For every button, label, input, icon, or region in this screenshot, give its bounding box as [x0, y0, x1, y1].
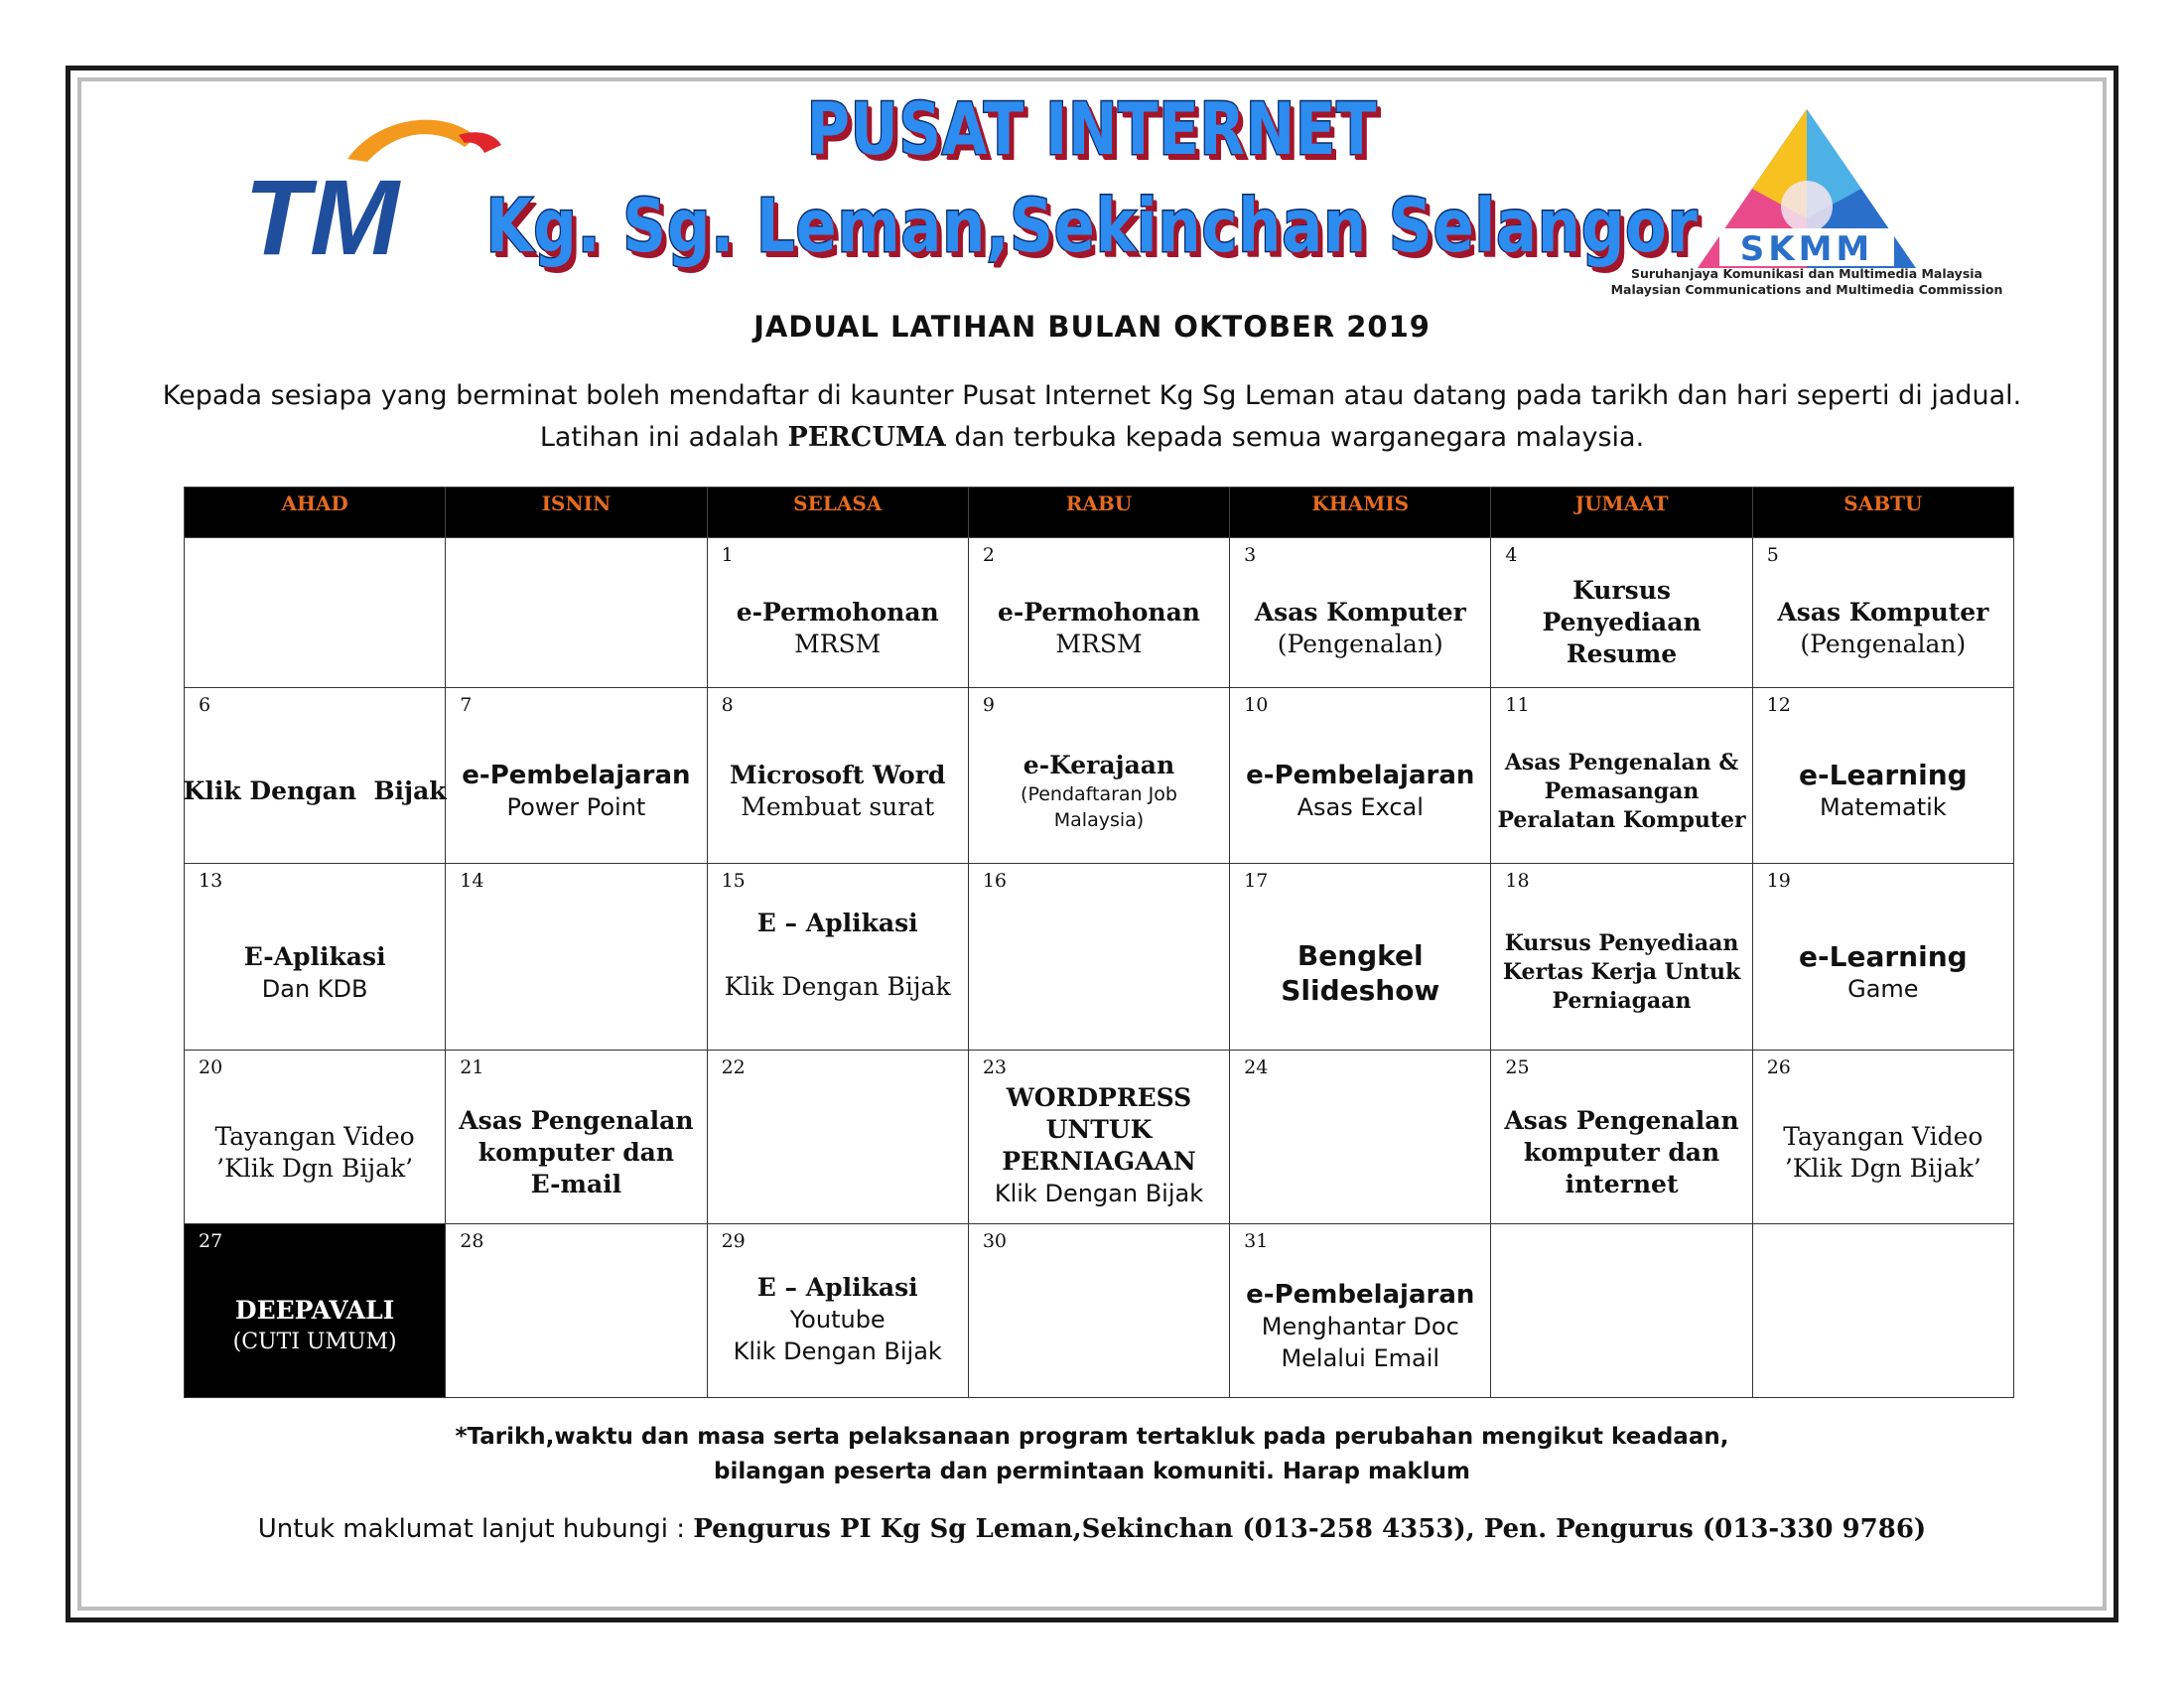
day-number: 22	[721, 1056, 746, 1078]
calendar-cell	[1752, 688, 2013, 864]
calendar-week	[185, 538, 2014, 688]
day-number: 27	[199, 1230, 223, 1252]
calendar-cell	[1752, 538, 2013, 688]
event-detail: Asas Excal	[1297, 793, 1424, 821]
event-detail: Melalui Email	[1281, 1344, 1440, 1372]
skmm-name-en: Malaysian Communications and Multimedia Commission	[1610, 282, 2003, 297]
event-title: PERNIAGAAN	[1002, 1147, 1196, 1176]
event-title: Asas Komputer	[1777, 598, 1989, 627]
day-number: 31	[1244, 1230, 1269, 1252]
day-header: KHAMIS	[1230, 488, 1491, 538]
calendar-cell	[707, 1224, 968, 1398]
calendar-week	[185, 1051, 2014, 1224]
calendar-cell	[446, 864, 707, 1051]
calendar-cell	[1230, 1051, 1491, 1224]
day-number: 15	[721, 870, 746, 892]
intro-line-1: Kepada sesiapa yang berminat boleh mendaftar di kaunter Pusat Internet Kg Sg Leman atau datang pada tarikh dan hari seperti di jadual.	[162, 380, 2022, 411]
calendar-cell	[707, 688, 968, 864]
event-title: e-Permohonan	[997, 598, 1200, 627]
calendar-cell	[1752, 864, 2013, 1051]
intro-text	[0, 375, 2184, 459]
calendar-cell	[1230, 538, 1491, 688]
event-title: Perniagaan	[1552, 988, 1692, 1014]
day-number: 30	[982, 1230, 1008, 1252]
day-number: 24	[1244, 1056, 1269, 1078]
calendar-cell	[185, 688, 446, 864]
disclaimer-note	[0, 1420, 2184, 1489]
event-title: Klik Dengan Bijak	[183, 776, 447, 805]
calendar-cell	[1491, 864, 1752, 1051]
day-header: SELASA	[707, 488, 968, 538]
intro-line-2: Latihan ini adalah PERCUMA dan terbuka kepada semua warganegara malaysia.	[539, 422, 1645, 453]
event-title: Asas Pengenalan &	[1504, 749, 1739, 775]
event-title: Microsoft Word	[730, 761, 946, 789]
holiday-note: (CUTI UMUM)	[232, 1330, 397, 1354]
calendar-cell	[707, 1051, 968, 1224]
day-header: AHAD	[185, 488, 446, 538]
event-detail: (Pendaftaran Job	[1021, 783, 1177, 805]
calendar-cell-empty	[1491, 1224, 1752, 1398]
event-detail: (Pengenalan)	[1800, 630, 1967, 658]
calendar-cell	[446, 1051, 707, 1224]
calendar-cell	[968, 538, 1229, 688]
contact-details: Pengurus PI Kg Sg Leman,Sekinchan (013-258 4353), Pen. Pengurus (013-330 9786)	[693, 1514, 1927, 1544]
event-title: Asas Pengenalan	[459, 1106, 694, 1135]
event-title: E – Aplikasi	[756, 909, 918, 937]
day-number: 2	[982, 544, 995, 566]
day-number: 6	[199, 694, 211, 716]
event-title: Peralatan Komputer	[1497, 806, 1746, 833]
skmm-name-ms: Suruhanjaya Komunikasi dan Multimedia Malaysia	[1630, 266, 1982, 281]
event-title: Kursus Penyediaan	[1504, 930, 1739, 956]
day-number: 3	[1244, 544, 1257, 566]
calendar-week	[185, 864, 2014, 1051]
note-line-2: bilangan peserta dan permintaan komuniti. Harap maklum	[714, 1459, 1470, 1484]
day-header: JUMAAT	[1491, 488, 1752, 538]
day-number: 18	[1505, 870, 1530, 892]
day-number: 12	[1766, 694, 1791, 716]
event-title: Bengkel	[1297, 938, 1424, 972]
event-detail: Klik Dengan Bijak	[733, 1337, 942, 1365]
day-number: 11	[1505, 694, 1530, 716]
calendar-cell	[1491, 538, 1752, 688]
event-title: internet	[1565, 1170, 1679, 1198]
calendar-header-row	[185, 488, 2014, 538]
day-number: 10	[1244, 694, 1269, 716]
day-number: 23	[982, 1056, 1008, 1078]
title-line-2: Kg. Sg. Leman,Sekinchan Selangor	[485, 184, 1699, 269]
event-title: e-Learning	[1799, 939, 1968, 973]
event-detail: Menghantar Doc	[1261, 1313, 1459, 1340]
calendar-cell	[185, 864, 446, 1051]
calendar-cell-empty	[1752, 1224, 2013, 1398]
skmm-caption	[1559, 266, 2055, 298]
event-title: e-Learning	[1799, 759, 1968, 791]
event-title: Asas Pengenalan	[1504, 1106, 1739, 1135]
event-title: UNTUK	[1045, 1115, 1153, 1144]
event-detail: Klik Dengan Bijak	[994, 1180, 1204, 1207]
calendar-cell	[707, 538, 968, 688]
calendar-cell	[1230, 1224, 1491, 1398]
event-detail: MRSM	[1055, 630, 1143, 658]
event-title: Kursus	[1572, 576, 1671, 605]
calendar-cell	[968, 864, 1229, 1051]
schedule-title: JADUAL LATIHAN BULAN OKTOBER 2019	[753, 310, 1431, 344]
holiday-title: DEEPAVALI	[234, 1296, 395, 1325]
day-number: 17	[1244, 870, 1269, 892]
event-title: komputer dan	[1523, 1138, 1720, 1167]
event-title: E-mail	[530, 1170, 622, 1198]
day-number: 21	[460, 1056, 484, 1078]
day-number: 29	[721, 1230, 746, 1252]
note-line-1: *Tarikh,waktu dan masa serta pelaksanaan program tertakluk pada perubahan mengikut keadaan,	[455, 1424, 1729, 1450]
calendar-cell-holiday	[185, 1224, 446, 1398]
event-title: Kertas Kerja Untuk	[1502, 959, 1741, 985]
event-title: e-Permohonan	[736, 598, 939, 627]
event-detail: Game	[1847, 974, 1919, 1003]
calendar-cell	[707, 864, 968, 1051]
calendar-cell	[1491, 1051, 1752, 1224]
calendar-cell-empty	[185, 538, 446, 688]
event-title: e-Pembelajaran	[462, 761, 691, 790]
day-number: 20	[199, 1056, 223, 1078]
intro-free-emphasis: PERCUMA	[787, 422, 946, 453]
event-title: e-Pembelajaran	[1246, 1280, 1475, 1310]
day-header: ISNIN	[446, 488, 707, 538]
event-title: E-Aplikasi	[243, 941, 386, 971]
calendar-cell	[1230, 864, 1491, 1051]
calendar-cell	[968, 688, 1229, 864]
day-number: 5	[1766, 544, 1779, 566]
event-title: Penyediaan	[1542, 608, 1702, 636]
day-number: 1	[721, 544, 734, 566]
skmm-logo-text: SKMM	[1739, 229, 1874, 269]
day-number: 26	[1766, 1056, 1791, 1078]
event-detail: ’Klik Dgn Bijak’	[1784, 1154, 1981, 1183]
event-title: Tayangan Video	[1783, 1122, 1983, 1151]
day-number: 28	[460, 1230, 484, 1252]
event-title: e-Pembelajaran	[1246, 761, 1475, 790]
calendar-cell	[968, 1051, 1229, 1224]
calendar-cell	[1752, 1051, 2013, 1224]
contact-info	[0, 1514, 2184, 1544]
calendar-cell	[185, 1051, 446, 1224]
title-line-1: PUSAT INTERNET	[806, 87, 1378, 171]
day-header: RABU	[968, 488, 1229, 538]
event-title: Slideshow	[1281, 973, 1440, 1007]
event-title: E – Aplikasi	[756, 1273, 918, 1302]
calendar-cell	[446, 1224, 707, 1398]
day-number: 8	[721, 694, 734, 716]
tm-logo-text: TM	[244, 157, 399, 266]
day-number: 14	[460, 870, 484, 892]
day-number: 19	[1766, 870, 1791, 892]
calendar-table	[184, 487, 2014, 1398]
calendar-week	[185, 688, 2014, 864]
event-title: Resume	[1566, 639, 1678, 668]
event-detail: (Pengenalan)	[1277, 630, 1443, 658]
event-detail: Dan KDB	[261, 974, 368, 1003]
event-detail: Matematik	[1820, 793, 1947, 821]
event-detail: ’Klik Dgn Bijak’	[216, 1154, 414, 1183]
day-number: 4	[1505, 544, 1518, 566]
event-detail: Malaysia)	[1053, 809, 1145, 831]
event-title: Tayangan Video	[214, 1122, 415, 1151]
event-title: WORDPRESS	[1006, 1083, 1192, 1112]
event-detail: MRSM	[794, 630, 882, 658]
calendar-cell-empty	[446, 538, 707, 688]
event-title: komputer dan	[478, 1138, 675, 1167]
event-detail: Membuat surat	[741, 792, 935, 821]
event-detail: Youtube	[789, 1306, 886, 1334]
event-title: e-Kerajaan	[1023, 751, 1175, 779]
day-number: 25	[1505, 1056, 1530, 1078]
calendar-cell	[1491, 688, 1752, 864]
day-header: SABTU	[1752, 488, 2013, 538]
event-title: Asas Komputer	[1254, 598, 1466, 627]
event-title: Pemasangan	[1544, 777, 1700, 804]
day-number: 7	[460, 694, 473, 716]
contact-label: Untuk maklumat lanjut hubungi :	[257, 1514, 694, 1544]
calendar-week	[185, 1224, 2014, 1398]
day-number: 16	[982, 870, 1008, 892]
calendar-cell	[446, 688, 707, 864]
day-number: 9	[982, 694, 995, 716]
event-detail: Power Point	[506, 793, 646, 821]
calendar-cell	[1230, 688, 1491, 864]
calendar-cell	[968, 1224, 1229, 1398]
day-number: 13	[199, 870, 223, 892]
event-detail: Klik Dengan Bijak	[724, 972, 951, 1001]
